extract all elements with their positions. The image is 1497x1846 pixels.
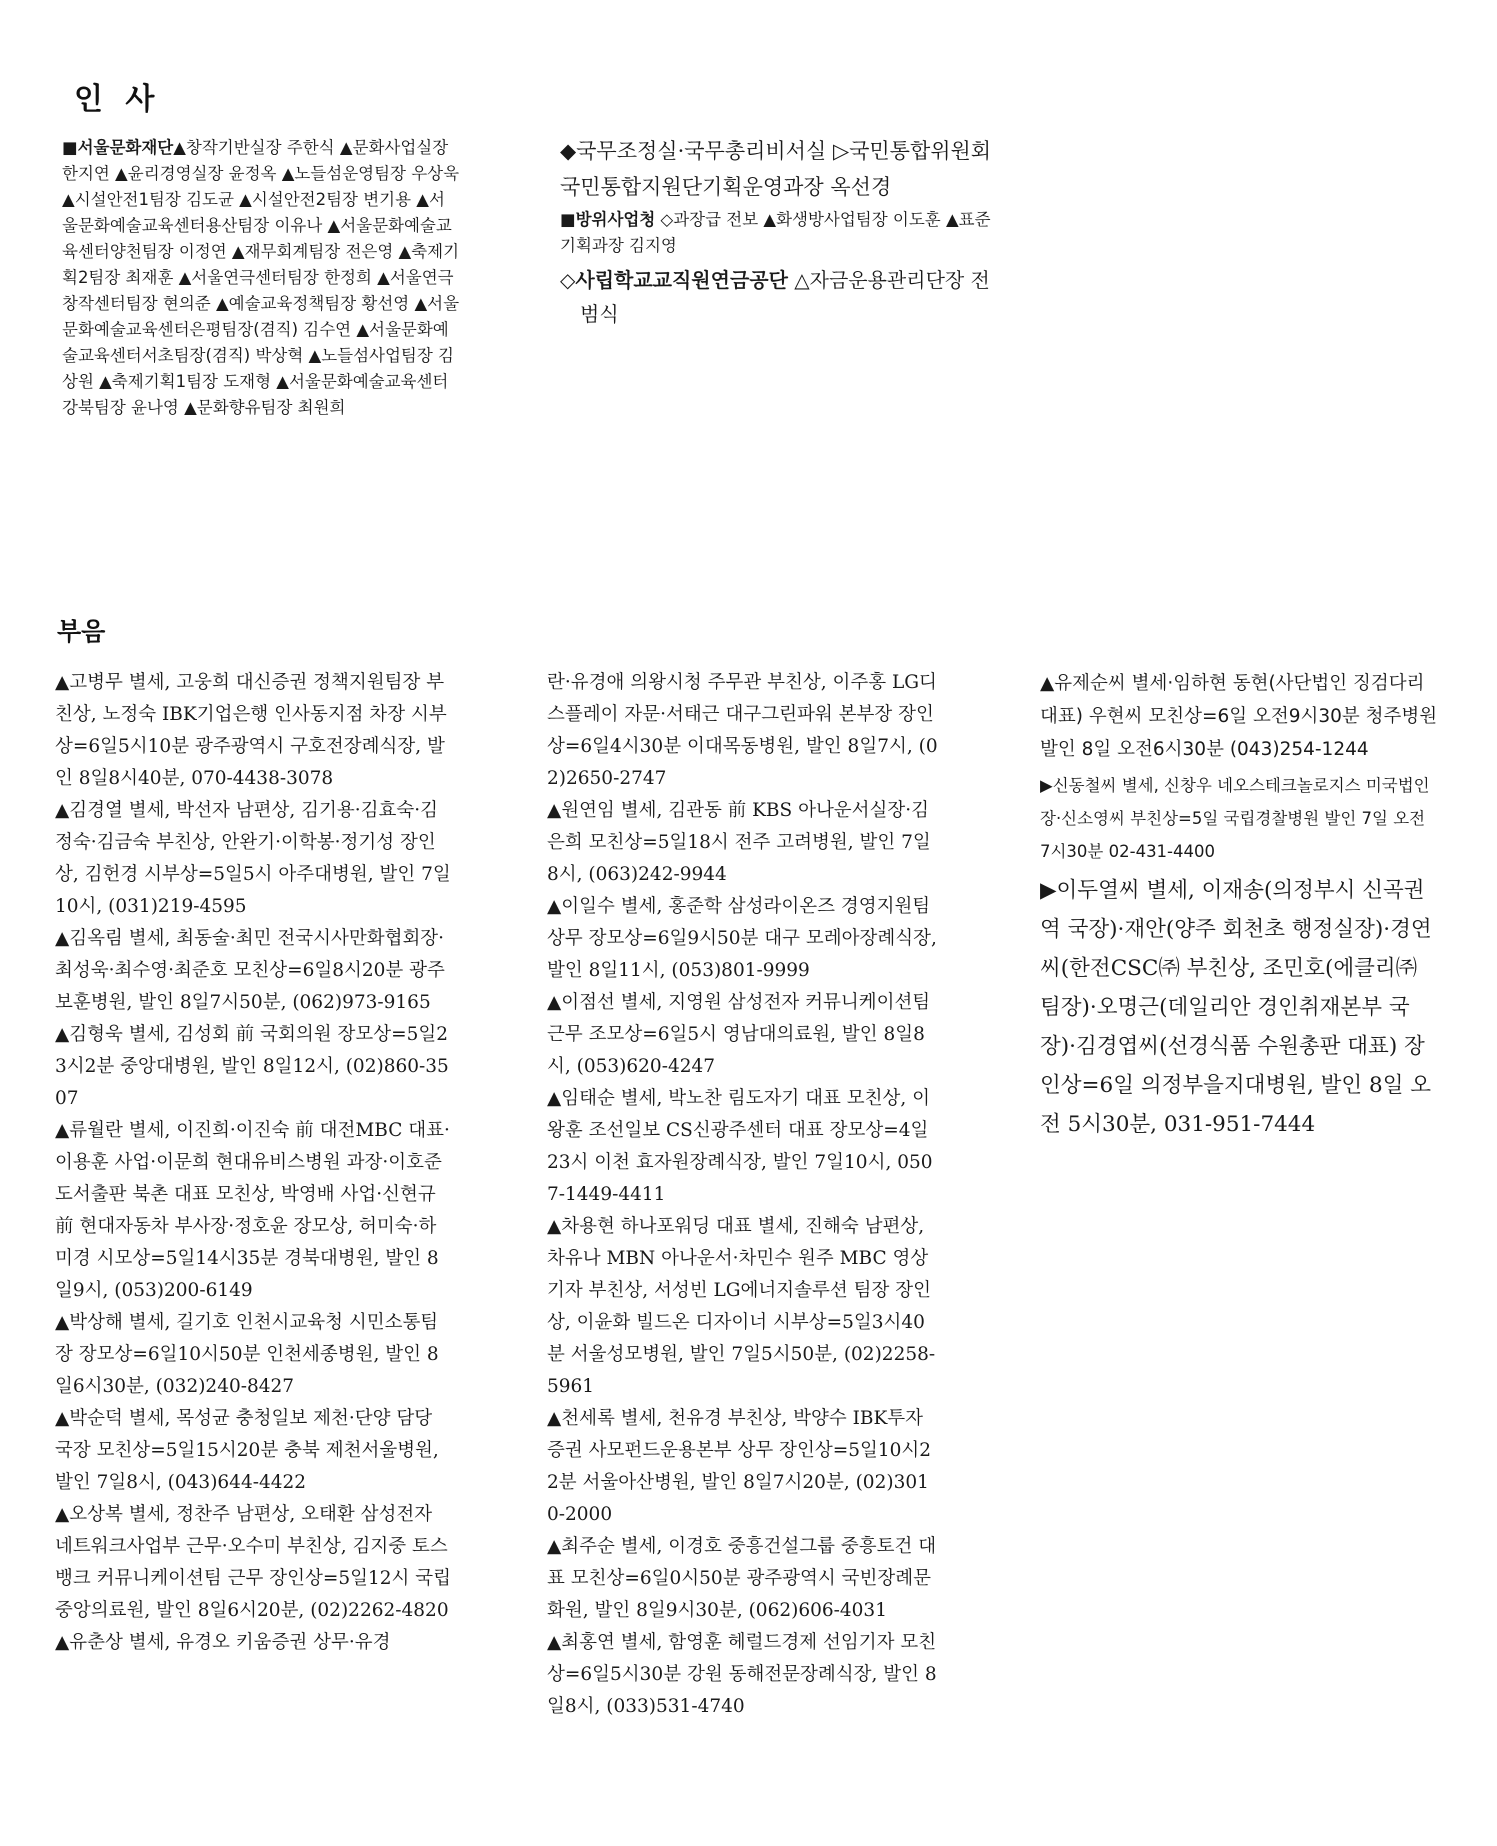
personnel-org-name: ■방위사업청: [560, 210, 656, 229]
personnel-org-name: ■서울문화재단: [62, 138, 174, 157]
obituary-entry: ▲유제순씨 별세·임하현 동현(사단법인 징검다리 대표) 우현씨 모친상=6일 오전9시30분 청주병원발인 8일 오전6시30분 (043)254-1244: [1040, 673, 1438, 760]
obituary-entry: ▲고병무 별세, 고웅희 대신증권 정책지원팀장 부친상, 노정숙 IBK기업은행 인사동지점 차장 시부상=6일5시10분 광주광역시 구호전장례식장, 발인 8일8시40분, 070-4438-3078: [55, 672, 447, 789]
obituary-section-title: 부음: [57, 617, 106, 646]
obituary-entry: ▲박상해 별세, 길기호 인천시교육청 시민소통팀장 장모상=6일10시50분 인천세종병원, 발인 8일6시30분, (032)240-8427: [55, 1312, 439, 1397]
obituary-column-1: [55, 667, 452, 1659]
obituary-entry: ▲임태순 별세, 박노찬 림도자기 대표 모친상, 이왕훈 조선일보 CS신광주센터 대표 장모상=4일23시 이천 효자원장례식장, 발인 7일10시, 0507-1449-4411: [547, 1088, 933, 1205]
obituary-entry: ▲천세록 별세, 천유경 부친상, 박양수 IBK투자증권 사모펀드운용본부 상무 장인상=5일10시22분 서울아산병원, 발인 8일7시20분, (02)3010-2000: [547, 1408, 932, 1525]
personnel-entry-text: △자금운용관리단장 전범식: [580, 268, 990, 326]
obituary-entry: ▲이점선 별세, 지영원 삼성전자 커뮤니케이션팀 근무 조모상=6일5시 영남대의료원, 발인 8일8시, (053)620-4247: [547, 992, 931, 1077]
obituary-entry: ▶신동철씨 별세, 신창우 네오스테크놀로지스 미국법인장·신소영씨 부친상=5일 국립경찰병원 발인 7일 오전 7시30분 02-431-4400: [1040, 776, 1430, 861]
obituary-entry: ▲유춘상 별세, 유경오 키움증권 상무·유경: [55, 1632, 391, 1653]
obituary-entry: ▲김옥림 별세, 최동술·최민 전국시사만화협회장·최성욱·최수영·최준호 모친상=6일8시20분 광주보훈병원, 발인 8일7시50분, (062)973-9165: [55, 928, 445, 1013]
personnel-entry-tp: [560, 263, 1000, 331]
personnel-entry-seoul-foundation: [62, 135, 460, 421]
personnel-column-left: [62, 135, 460, 421]
obituary-entry: ▲최홍연 별세, 함영훈 헤럴드경제 선임기자 모친상=6일5시30분 강원 동해전문장례식장, 발인 8일8시, (033)531-4740: [547, 1632, 937, 1717]
obituary-entry: ▲원연임 별세, 김관동 前 KBS 아나운서실장·김은희 모친상=5일18시 전주 고려병원, 발인 7일8시, (063)242-9944: [547, 800, 931, 885]
obituary-entry: ▲류월란 별세, 이진희·이진숙 前 대전MBC 대표·이용훈 사업·이문희 현대유비스병원 과장·이호준 도서출판 북촌 대표 모친상, 박영배 사업·신현규 前 현대자동차 부사장·정호윤 장모상, 허미숙·하미경 시모상=5일14시35분 경북대병원, 발인 8일9시, (053)200-6149: [55, 1120, 450, 1301]
personnel-entry-text: ▷국민통합위원회 국민통합지원단기획운영과장 옥선경: [560, 139, 992, 199]
personnel-column-right: [560, 133, 1000, 331]
obituary-entry: ▲김경열 별세, 박선자 남편상, 김기용·김효숙·김정숙·김금숙 부친상, 안완기·이학봉·정기성 장인상, 김헌경 시부상=5일5시 아주대병원, 발인 7일10시, (031)219-4595: [55, 800, 451, 917]
obituary-entry: ▲최주순 별세, 이경호 중흥건설그룹 중흥토건 대표 모친상=6일0시50분 광주광역시 국빈장례문화원, 발인 8일9시30분, (062)606-4031: [547, 1536, 937, 1621]
personnel-entry-text: ◇과장급 전보 ▲화생방사업팀장 이도훈 ▲표준기획과장 김지영: [560, 210, 991, 255]
obituary-entry: ▲차용현 하나포워딩 대표 별세, 진해숙 남편상, 차유나 MBN 아나운서·차민수 원주 MBC 영상기자 부친상, 서성빈 LG에너지솔루션 팀장 장인상, 이윤화 빌드온 디자이너 시부상=5일3시40분 서울성모병원, 발인 7일5시50분, (02)2258-5961: [547, 1216, 936, 1397]
personnel-entry-dapa: [560, 207, 1000, 259]
obituary-column-2: [547, 667, 939, 1723]
personnel-entry-text: ▲창작기반실장 주한식 ▲문화사업실장 한지연 ▲윤리경영실장 윤정옥 ▲노들섬운영팀장 우상욱 ▲시설안전1팀장 김도균 ▲시설안전2팀장 변기용 ▲서울문화예술교육센터용산팀장 이유나 ▲서울문화예술교육센터양천팀장 이정연 ▲재무회계팀장 전은영 ▲축제기획2팀장 최재훈 ▲서울연극센터팀장 한정희 ▲서울연극창작센터팀장 현의준 ▲예술교육정책팀장 황선영 ▲서울문화예술교육센터은평팀장(겸직) 김수연 ▲서울문화예술교육센터서초팀장(겸직) 박상혁 ▲노들섬사업팀장 김상원 ▲축제기획1팀장 도재형 ▲서울문화예술교육센터강북팀장 윤나영 ▲문화향유팀장 최원희: [62, 138, 460, 417]
obituary-entry: ▲오상복 별세, 정찬주 남편상, 오태환 삼성전자 네트워크사업부 근무·오수미 부친상, 김지중 토스뱅크 커뮤니케이션팀 근무 장인상=5일12시 국립중앙의료원, 발인 8일6시20분, (02)2262-4820: [55, 1504, 452, 1621]
obituary-entry: ▲김형욱 별세, 김성회 前 국회의원 장모상=5일23시2분 중앙대병원, 발인 8일12시, (02)860-3507: [55, 1024, 449, 1109]
personnel-org-name: ◇사립학교교직원연금공단: [560, 268, 788, 292]
personnel-org-name: ◆국무조정실·국무총리비서실: [560, 139, 827, 163]
obituary-entry: ▲이일수 별세, 홍준학 삼성라이온즈 경영지원팀 상무 장모상=6일9시50분 대구 모레아장례식장, 발인 8일11시, (053)801-9999: [547, 896, 937, 981]
obituary-entry: ▲박순덕 별세, 목성균 충청일보 제천·단양 담당 국장 모친상=5일15시20분 충북 제천서울병원, 발인 7일8시, (043)644-4422: [55, 1408, 439, 1493]
obituary-entry: ▶이두열씨 별세, 이재송(의정부시 신곡권역 국장)·재안(양주 회천초 행정실장)·경연씨(한전CSC㈜ 부친상, 조민호(에클리㈜ 팀장)·오명근(데일리안 경인취재본부 국장)·김경엽씨(선경식품 수원총판 대표) 장인상=6일 의정부을지대병원, 발인 8일 오전 5시30분, 031-951-7444: [1040, 878, 1432, 1137]
obituary-entry: 란·유경애 의왕시청 주무관 부친상, 이주홍 LG디스플레이 자문·서태근 대구그린파워 본부장 장인상=6일4시30분 이대목동병원, 발인 8일7시, (02)2650-2747: [547, 672, 938, 789]
obituary-column-3: [1040, 667, 1438, 1144]
personnel-entry-pmo: [560, 133, 1000, 205]
personnel-section-title: 인 사: [74, 82, 161, 117]
